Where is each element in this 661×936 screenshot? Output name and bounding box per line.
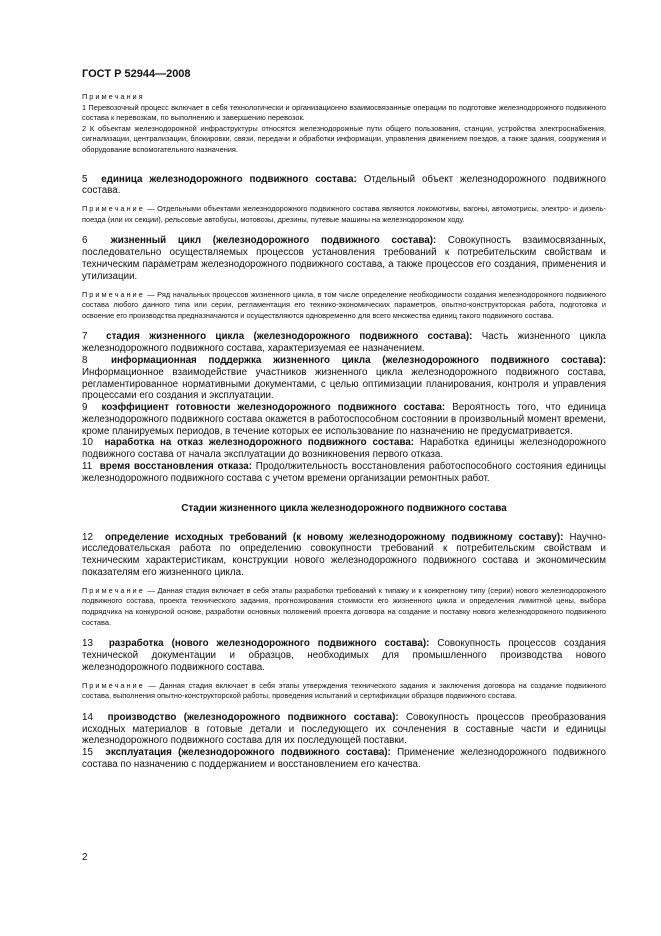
term-5: 5 единица железнодорожного подвижного состава: Отдельный объект железнодорожного подвижного состава. [82,173,606,197]
section-heading: Стадии жизненного цикла железнодорожного подвижного состава [181,502,507,514]
note-6: Примечание — Ряд начальных процессов жизненного цикла, в том числе определение необходимости создания железнодорожного подвижного состава любого данного типа или серии, регламентация его технико-экономических параметров, опытно-конструкторская работа, подготовка и освоение его производства предназначаются и осуществляются одновременно для всего множества единиц такого подвижного состава. [82,289,606,320]
note-item: 1 Перевозочный процесс включает в себя технологически и организационно взаимосвязанные операции по подготовке железнодорожного подвижного состава к перевозкам, по выполнению и завершению перевозок. [82,102,606,123]
note-item: 2 К объектам железнодорожной инфраструктуры относятся железнодорожные пути общего пользования, станции, устройства электроснабжения, сигнализации, централизации, блокировки, связи, передачи и обработки информации, управления движением поездов, а также здания, сооружения и оборудование вспомогательного назначения. [82,123,606,154]
term-10: 10 наработка на отказ железнодорожного подвижного состава: Наработка единицы железнодорожного подвижного состава от начала эксплуатации до возникновения первого отказа. [82,437,606,461]
note-5: Примечание — Отдельными объектами железнодорожного подвижного состава являются локомотивы, вагоны, автомотрисы, электро- и дизель-поезда (или их секции), рельсовые автобусы, мотовозы, дрезины, путевые машины на железнодорожном ходу. [82,204,606,224]
note-12: Примечание — Данная стадия включает в себя этапы разработки требований к типажу и к конкретному типу (серии) нового железнодорожного подвижного состава, проекта технического задания, прогнозирования стоимости его жизненного цикла и определения лимитной цены, выбора подрядчика на конкурсной основе, разработки основных положений проекта договора на создание и поставку нового железнодорожного подвижного состава. [82,585,606,627]
note-13: Примечание — Данная стадия включает в себя этапы утверждения технического задания и заключения договора на создание подвижного состава, выполнения опытно-конструкторской работы, проведения испытаний и сертификации образцов подвижного состава. [82,680,606,701]
document-header: ГОСТ Р 52944—2008 [82,68,191,80]
term-8: 8 информационная поддержка жизненного цикла (железнодорожного подвижного состава): Информационное взаимодействие участников жизненного цикла железнодорожного подвижного состава, регламентированное нормативными документами, с целью оптимизации планирования, контроля и управления процессами его создания и эксплуатации. [82,354,606,402]
notes-title: Примечания [82,92,145,101]
term-14: 14 производство (железнодорожного подвижного состава): Совокупность процессов преобразования исходных материалов в готовые детали и последующего их сочленения в составные части и единицы железнодорожного подвижного состава для их последующей поставки. [82,711,606,747]
page-number: 2 [82,852,88,863]
term-13: 13 разработка (нового железнодорожного подвижного состава): Совокупность процессов создания технической документации и образцов, необходимых для промышленного производства нового железнодорожного подвижного состава. [82,638,606,673]
document-body [82,92,606,771]
term-15: 15 эксплуатация (железнодорожного подвижного состава): Применение железнодорожного подвижного состава по назначению с поддержанием и восстановлением его качества. [82,747,607,770]
term-7: 7 стадия жизненного цикла (железнодорожного подвижного состава): Часть жизненного цикла железнодорожного подвижного состава, характеризуемая ее назначением. [82,331,607,355]
term-12: 12 определение исходных требований (к новому железнодорожному подвижному составу): Научно-исследовательская работа по определению совокупности требований к потребительским свойствам и техническим характеристикам, конструкции нового железнодорожного подвижного состава и экономическим показателям его жизненного цикла. [82,531,607,579]
term-6: 6 жизненный цикл (железнодорожного подвижного состава): Совокупность взаимосвязанных, последовательно осуществляемых процессов установления требований к потребительским свойствам и техническим параметрам железнодорожного подвижного состава, а также процессов его создания, применения и утилизации. [82,235,606,282]
term-9: 9 коэффициент готовности железнодорожного подвижного состава: Вероятность того, что единица железнодорожного подвижного состава окажется в работоспособном состоянии в произвольный момент времени, кроме планируемых периодов, в течение которых ее использование по назначению не предусматривается. [82,402,606,437]
term-11: 11 время восстановления отказа: Продолжительность восстановления работоспособного состояния единицы железнодорожного подвижного состава с учетом времени организации ремонтных работ. [82,461,606,484]
